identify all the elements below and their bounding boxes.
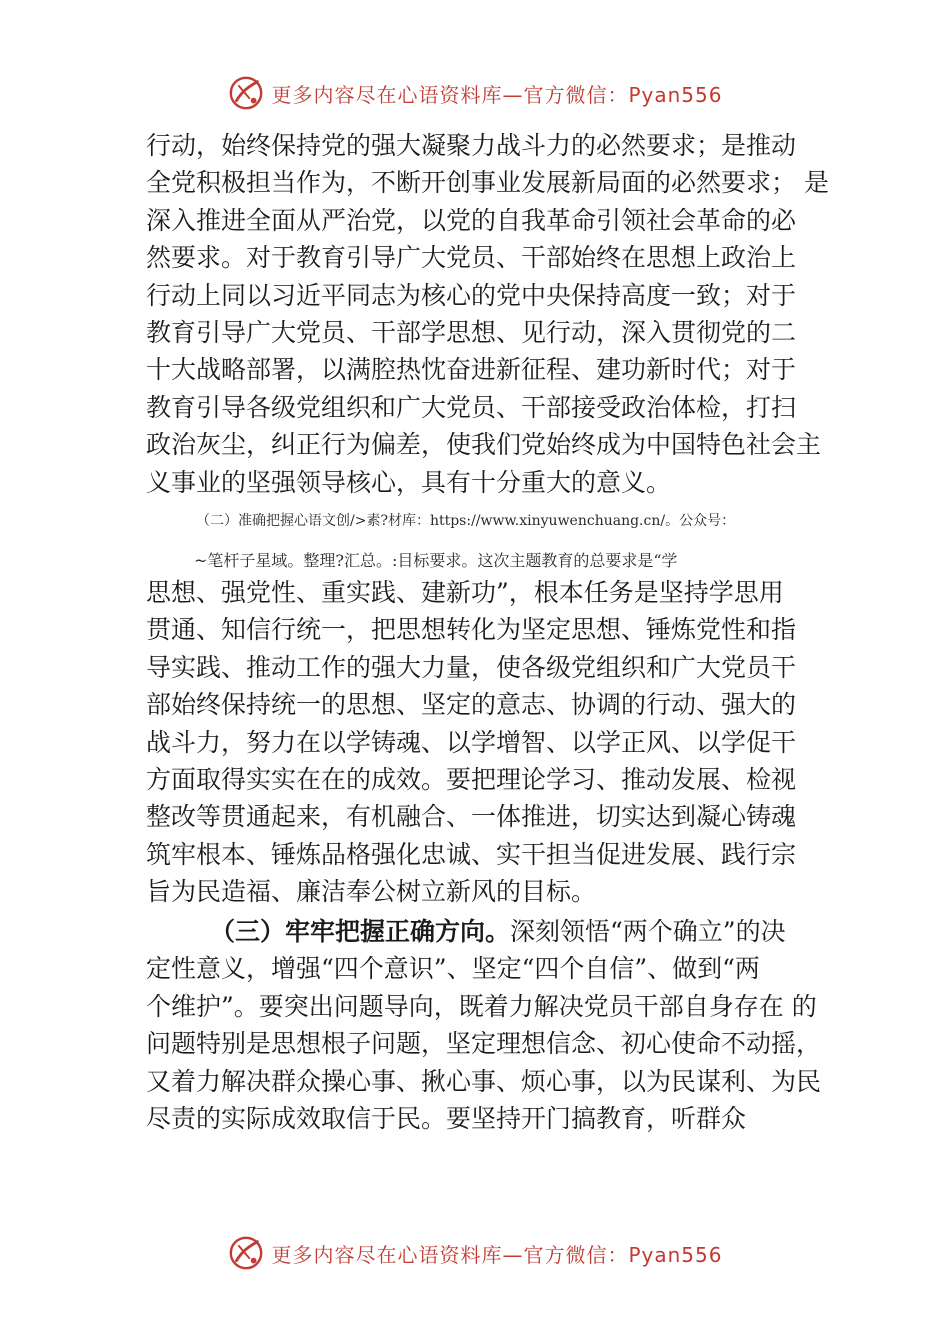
footer-banner xyxy=(0,1228,950,1278)
text-line: 然要求。对于教育引导广大党员、干部始终在思想上政治上 xyxy=(146,243,797,273)
text-line: 行动上同以习近平同志为核心的党中央保持高度一致；对于 xyxy=(146,280,797,310)
text-line: 十大战略部署，以满腔热忱奋进新征程、建功新时代；对于 xyxy=(146,355,797,385)
section-2-subline: ~笔杆子星域。整理?汇总。:目标要求。这次主题教育的总要求是“学 xyxy=(194,551,678,570)
text-line: 教育引导广大党员、干部学思想、见行动，深入贯彻党的二 xyxy=(146,317,797,347)
section-2-heading: （二）准确把握心语文创/>素?材库：https://www.xinyuwenchuang.cn/。公众号： xyxy=(196,513,736,529)
header-banner xyxy=(0,68,950,118)
section-3-first-line: 深刻领悟“两个确立”的决 xyxy=(510,917,786,946)
text-line: 义事业的坚强领导核心，具有十分重大的意义。 xyxy=(146,467,672,497)
text-line: 筑牢根本、锤炼品格强化忠诚、实干担当促进发展、践行宗 xyxy=(146,839,797,869)
text-line: 定性意义，增强“四个意识”、坚定“四个自信”、做到“两 xyxy=(146,954,760,984)
text-line: 深入推进全面从严治党，以党的自我革命引领社会革命的必 xyxy=(146,205,797,235)
text-line: 行动，始终保持党的强大凝聚力战斗力的必然要求；是推动 xyxy=(146,131,797,160)
brush-logo-icon xyxy=(227,1234,265,1272)
header-banner-text: 更多内容尽在心语资料库—官方微信：Pyan556 xyxy=(271,82,723,107)
paragraph-1 xyxy=(146,127,829,501)
text-line: 问题特别是思想根子问题，坚定理想信念、初心使命不动摇， xyxy=(146,1029,822,1059)
paragraph-3 xyxy=(146,913,826,1137)
text-line: 贯通、知信行统一，把思想转化为坚定思想、锤炼党性和指 xyxy=(146,615,797,645)
text-line: 方面取得实实在在的成效。要把理论学习、推动发展、检视 xyxy=(146,764,797,794)
footer-banner-text: 更多内容尽在心语资料库—官方微信：Pyan556 xyxy=(271,1242,723,1267)
text-line: 个维护”。要突出问题导向，既着力解决党员干部自身存在 的 xyxy=(146,991,817,1021)
text-line: 尽责的实际成效取信于民。要坚持开门搞教育，听群众 xyxy=(146,1103,747,1133)
text-line: 旨为民造福、廉洁奉公树立新风的目标。 xyxy=(146,877,597,907)
text-line xyxy=(146,913,826,950)
text-line: 导实践、推动工作的强大力量，使各级党组织和广大党员干 xyxy=(146,652,797,682)
text-line: 全党积极担当作为，不断开创事业发展新局面的必然要求； 是 xyxy=(146,168,829,198)
brush-logo-icon xyxy=(227,74,265,112)
text-line: 又着力解决群众操心事、揪心事、烦心事，以为民谋利、为民 xyxy=(146,1066,822,1096)
text-line: 整改等贯通起来，有机融合、一体推进，切实达到凝心铸魂 xyxy=(146,802,797,832)
text-line: 教育引导各级党组织和广大党员、干部接受政治体检，打扫 xyxy=(146,392,797,422)
text-line: 思想、强党性、重实践、建新功”，根本任务是坚持学思用 xyxy=(146,578,784,607)
paragraph-2 xyxy=(146,574,826,911)
text-line: 政治灰尘，纠正行为偏差，使我们党始终成为中国特色社会主 xyxy=(146,430,822,460)
text-line: 部始终保持统一的思想、坚定的意志、协调的行动、强大的 xyxy=(146,690,797,720)
section-3-heading: （三）牢牢把握正确方向。 xyxy=(210,917,511,946)
text-line: 战斗力，努力在以学铸魂、以学增智、以学正风、以学促干 xyxy=(146,727,797,757)
